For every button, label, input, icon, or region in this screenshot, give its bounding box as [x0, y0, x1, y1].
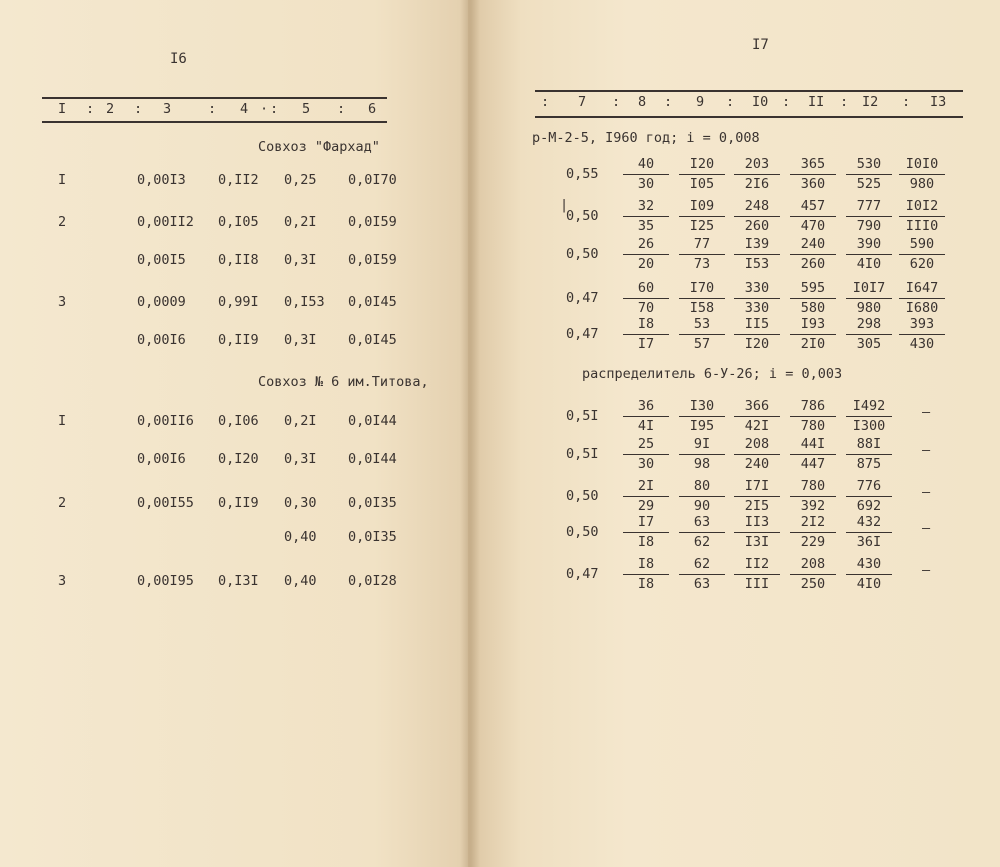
- left-cell-c4: 0,I20: [218, 451, 259, 467]
- fraction-numerator: 240: [790, 238, 836, 255]
- fraction-denominator: 4I0: [856, 575, 882, 592]
- fraction-numerator: I39: [734, 238, 780, 255]
- fraction-numerator: 53: [679, 318, 725, 335]
- fraction-denominator: 29: [637, 497, 655, 514]
- fraction-denominator: 2I6: [744, 175, 770, 192]
- fraction-numerator: I0I7: [846, 282, 892, 299]
- fraction-cell: [732, 558, 782, 591]
- fraction-numerator: 62: [679, 558, 725, 575]
- fraction-numerator: 208: [790, 558, 836, 575]
- fraction-numerator: I647: [899, 282, 945, 299]
- left-header-cell: 4: [240, 101, 249, 117]
- fraction-denominator: 875: [856, 455, 882, 472]
- section-title-farkhad: Совхоз "Фархад": [258, 139, 380, 155]
- fraction-numerator: I30: [679, 400, 725, 417]
- right-header-bottom-rule: [535, 116, 963, 118]
- fraction-denominator: 90: [693, 497, 711, 514]
- fraction-cell: [621, 516, 671, 549]
- fraction-cell: [844, 516, 894, 549]
- left-header-cell: ·: [260, 101, 269, 117]
- fraction-denominator: 36I: [856, 533, 882, 550]
- fraction-cell: [732, 480, 782, 513]
- fraction-denominator: 330: [744, 299, 770, 316]
- fraction-cell: [621, 558, 671, 591]
- fraction-numerator: II5: [734, 318, 780, 335]
- fraction-cell: [844, 438, 894, 471]
- left-cell-c6: 0,0I70: [348, 172, 397, 188]
- fraction-numerator: 595: [790, 282, 836, 299]
- fraction-cell: [844, 318, 894, 351]
- left-cell-c6: 0,0I44: [348, 451, 397, 467]
- right-header-cell: 8: [638, 94, 647, 110]
- fraction-cell: [844, 200, 894, 233]
- right-header-cell: :: [782, 94, 791, 110]
- fraction-cell: [732, 318, 782, 351]
- left-cell-c1: I: [58, 413, 67, 429]
- fraction-cell: [897, 158, 947, 191]
- fraction-numerator: 590: [899, 238, 945, 255]
- section-title-distributor: распределитель 6-У-26; i = 0,003: [582, 366, 843, 382]
- empty-cell-dash: –: [922, 484, 931, 500]
- fraction-numerator: I93: [790, 318, 836, 335]
- fraction-denominator: 790: [856, 217, 882, 234]
- right-header-cell: 7: [578, 94, 587, 110]
- fraction-cell: [677, 200, 727, 233]
- fraction-denominator: 30: [637, 175, 655, 192]
- fraction-cell: [621, 282, 671, 315]
- fraction-numerator: 40: [623, 158, 669, 175]
- left-cell-c6: 0,0I59: [348, 214, 397, 230]
- left-cell-c1: 2: [58, 495, 67, 511]
- left-page: [0, 0, 468, 867]
- fraction-cell: [844, 282, 894, 315]
- fraction-numerator: 432: [846, 516, 892, 533]
- right-header-cell: :: [541, 94, 550, 110]
- right-page-number: I7: [752, 37, 769, 53]
- fraction-cell: [621, 318, 671, 351]
- fraction-cell: [788, 158, 838, 191]
- fraction-numerator: 390: [846, 238, 892, 255]
- left-cell-c3: 0,0009: [137, 294, 186, 310]
- empty-cell-dash: –: [922, 442, 931, 458]
- fraction-denominator: 42I: [744, 417, 770, 434]
- fraction-denominator: 70: [637, 299, 655, 316]
- fraction-cell: [732, 238, 782, 271]
- fraction-numerator: I7: [623, 516, 669, 533]
- fraction-denominator: I25: [689, 217, 715, 234]
- fraction-denominator: I3I: [744, 533, 770, 550]
- left-cell-c4: 0,II9: [218, 332, 259, 348]
- left-header-cell: 6: [368, 101, 377, 117]
- fraction-denominator: 2I5: [744, 497, 770, 514]
- fraction-denominator: I05: [689, 175, 715, 192]
- left-header-cell: 3: [163, 101, 172, 117]
- fraction-numerator: 25: [623, 438, 669, 455]
- left-cell-c6: 0,0I35: [348, 529, 397, 545]
- left-cell-c5: 0,40: [284, 529, 317, 545]
- fraction-cell: [677, 480, 727, 513]
- fraction-numerator: 26: [623, 238, 669, 255]
- fraction-numerator: 248: [734, 200, 780, 217]
- left-cell-c6: 0,0I45: [348, 294, 397, 310]
- fraction-cell: [677, 438, 727, 471]
- left-header-cell: :: [134, 101, 143, 117]
- fraction-cell: [677, 238, 727, 271]
- fraction-cell: [732, 200, 782, 233]
- left-cell-c5: 0,3I: [284, 252, 317, 268]
- left-cell-c3: 0,00I6: [137, 332, 186, 348]
- left-header-cell: :: [208, 101, 217, 117]
- fraction-cell: [621, 158, 671, 191]
- left-cell-c4: 0,I05: [218, 214, 259, 230]
- left-cell-c4: 0,II8: [218, 252, 259, 268]
- left-header-cell: 2: [106, 101, 115, 117]
- left-header-cell: :: [86, 101, 95, 117]
- left-cell-c1: I: [58, 172, 67, 188]
- right-cell-c7: 0,47: [566, 326, 599, 342]
- fraction-cell: [844, 480, 894, 513]
- left-cell-c6: 0,0I44: [348, 413, 397, 429]
- fraction-cell: [788, 438, 838, 471]
- left-header-cell: 5: [302, 101, 311, 117]
- left-header-cell: :: [270, 101, 279, 117]
- left-header-cell: :: [337, 101, 346, 117]
- left-cell-c4: 0,II2: [218, 172, 259, 188]
- right-header-cell: :: [726, 94, 735, 110]
- right-header-cell: 9: [696, 94, 705, 110]
- fraction-cell: [621, 200, 671, 233]
- fraction-numerator: 88I: [846, 438, 892, 455]
- fraction-denominator: 63: [693, 575, 711, 592]
- fraction-numerator: I0I2: [899, 200, 945, 217]
- right-cell-c7: 0,50: [566, 246, 599, 262]
- fraction-cell: [844, 400, 894, 433]
- fraction-cell: [788, 558, 838, 591]
- fraction-cell: [788, 516, 838, 549]
- fraction-numerator: 780: [790, 480, 836, 497]
- fraction-denominator: 447: [800, 455, 826, 472]
- fraction-denominator: 2I0: [800, 335, 826, 352]
- fraction-denominator: 392: [800, 497, 826, 514]
- fraction-numerator: I8: [623, 558, 669, 575]
- fraction-denominator: 620: [909, 255, 935, 272]
- fraction-denominator: 470: [800, 217, 826, 234]
- fraction-denominator: I8: [637, 533, 655, 550]
- fraction-numerator: 2I: [623, 480, 669, 497]
- left-cell-c5: 0,2I: [284, 413, 317, 429]
- left-cell-c3: 0,00I95: [137, 573, 194, 589]
- fraction-denominator: I53: [744, 255, 770, 272]
- fraction-cell: [677, 400, 727, 433]
- right-header-cell: :: [612, 94, 621, 110]
- fraction-cell: [732, 282, 782, 315]
- right-cell-c7: 0,55: [566, 166, 599, 182]
- fraction-numerator: 457: [790, 200, 836, 217]
- fraction-cell: [788, 480, 838, 513]
- left-cell-c4: 0,I3I: [218, 573, 259, 589]
- left-cell-c5: 0,30: [284, 495, 317, 511]
- fraction-denominator: 73: [693, 255, 711, 272]
- fraction-denominator: 62: [693, 533, 711, 550]
- fraction-numerator: 365: [790, 158, 836, 175]
- fraction-cell: [897, 200, 947, 233]
- fraction-denominator: 692: [856, 497, 882, 514]
- book-gutter: [460, 0, 480, 867]
- left-cell-c1: 3: [58, 294, 67, 310]
- fraction-denominator: III0: [905, 217, 939, 234]
- fraction-numerator: I0I0: [899, 158, 945, 175]
- left-page-number: I6: [170, 51, 187, 67]
- fraction-cell: [677, 282, 727, 315]
- left-header-bottom-rule: [42, 121, 387, 123]
- fraction-numerator: I70: [679, 282, 725, 299]
- fraction-denominator: I680: [905, 299, 939, 316]
- fraction-numerator: 330: [734, 282, 780, 299]
- fraction-denominator: 4I0: [856, 255, 882, 272]
- right-header-cell: I3: [930, 94, 947, 110]
- left-cell-c4: 0,99I: [218, 294, 259, 310]
- fraction-numerator: 366: [734, 400, 780, 417]
- fraction-numerator: 32: [623, 200, 669, 217]
- fraction-numerator: I492: [846, 400, 892, 417]
- fraction-cell: [732, 438, 782, 471]
- left-cell-c3: 0,00II2: [137, 214, 194, 230]
- right-header-cell: I2: [862, 94, 879, 110]
- fraction-cell: [677, 516, 727, 549]
- fraction-cell: [844, 238, 894, 271]
- fraction-denominator: 98: [693, 455, 711, 472]
- left-cell-c3: 0,00II6: [137, 413, 194, 429]
- fraction-denominator: 780: [800, 417, 826, 434]
- fraction-denominator: I7: [637, 335, 655, 352]
- fraction-numerator: 430: [846, 558, 892, 575]
- fraction-cell: [788, 200, 838, 233]
- fraction-numerator: 63: [679, 516, 725, 533]
- right-cell-c7: 0,5I: [566, 408, 599, 424]
- left-cell-c4: 0,II9: [218, 495, 259, 511]
- left-cell-c3: 0,00I55: [137, 495, 194, 511]
- left-cell-c3: 0,00I5: [137, 252, 186, 268]
- fraction-denominator: 240: [744, 455, 770, 472]
- fraction-cell: [677, 558, 727, 591]
- fraction-denominator: 30: [637, 455, 655, 472]
- fraction-denominator: 525: [856, 175, 882, 192]
- fraction-denominator: 229: [800, 533, 826, 550]
- left-cell-c6: 0,0I45: [348, 332, 397, 348]
- fraction-numerator: 203: [734, 158, 780, 175]
- left-cell-c6: 0,0I35: [348, 495, 397, 511]
- fraction-numerator: 777: [846, 200, 892, 217]
- fraction-cell: [732, 400, 782, 433]
- fraction-numerator: 530: [846, 158, 892, 175]
- right-header-cell: I0: [752, 94, 769, 110]
- fraction-numerator: 80: [679, 480, 725, 497]
- fraction-cell: [897, 238, 947, 271]
- fraction-denominator: 250: [800, 575, 826, 592]
- fraction-denominator: 260: [800, 255, 826, 272]
- fraction-numerator: 2I2: [790, 516, 836, 533]
- fraction-cell: [897, 318, 947, 351]
- fraction-numerator: I20: [679, 158, 725, 175]
- fraction-denominator: 980: [856, 299, 882, 316]
- left-cell-c4: 0,I06: [218, 413, 259, 429]
- left-cell-c5: 0,3I: [284, 451, 317, 467]
- fraction-denominator: I8: [637, 575, 655, 592]
- fraction-denominator: I58: [689, 299, 715, 316]
- empty-cell-dash: –: [922, 562, 931, 578]
- fraction-denominator: I300: [852, 417, 886, 434]
- left-cell-c5: 0,2I: [284, 214, 317, 230]
- fraction-cell: [621, 238, 671, 271]
- right-header-cell: :: [664, 94, 673, 110]
- fraction-numerator: 77: [679, 238, 725, 255]
- fraction-numerator: 60: [623, 282, 669, 299]
- fraction-cell: [621, 438, 671, 471]
- fraction-numerator: 393: [899, 318, 945, 335]
- fraction-denominator: 4I: [637, 417, 655, 434]
- fraction-numerator: II3: [734, 516, 780, 533]
- left-cell-c5: 0,3I: [284, 332, 317, 348]
- left-cell-c3: 0,00I3: [137, 172, 186, 188]
- fraction-cell: [677, 318, 727, 351]
- left-cell-c3: 0,00I6: [137, 451, 186, 467]
- fraction-denominator: I20: [744, 335, 770, 352]
- right-cell-c7: 0,50: [566, 488, 599, 504]
- right-header-cell: :: [902, 94, 911, 110]
- fraction-cell: [788, 282, 838, 315]
- left-cell-c5: 0,25: [284, 172, 317, 188]
- left-cell-c1: 3: [58, 573, 67, 589]
- fraction-denominator: 57: [693, 335, 711, 352]
- left-cell-c6: 0,0I59: [348, 252, 397, 268]
- fraction-numerator: I7I: [734, 480, 780, 497]
- fraction-denominator: 305: [856, 335, 882, 352]
- fraction-cell: [677, 158, 727, 191]
- fraction-denominator: 980: [909, 175, 935, 192]
- right-cell-c7: 0,50: [566, 524, 599, 540]
- fraction-denominator: 20: [637, 255, 655, 272]
- fraction-numerator: I09: [679, 200, 725, 217]
- fraction-cell: [732, 516, 782, 549]
- fraction-cell: [732, 158, 782, 191]
- fraction-cell: [788, 318, 838, 351]
- fraction-numerator: 9I: [679, 438, 725, 455]
- right-cell-c7: 0,47: [566, 566, 599, 582]
- fraction-numerator: 776: [846, 480, 892, 497]
- fraction-numerator: II2: [734, 558, 780, 575]
- right-cell-c7: 0,47: [566, 290, 599, 306]
- right-cell-c7: 0,5I: [566, 446, 599, 462]
- left-header-cell: I: [58, 101, 67, 117]
- fraction-cell: [844, 158, 894, 191]
- right-cell-c7: 0,50: [566, 208, 599, 224]
- empty-cell-dash: –: [922, 404, 931, 420]
- left-cell-c5: 0,I53: [284, 294, 325, 310]
- right-header-cell: II: [808, 94, 825, 110]
- fraction-numerator: 208: [734, 438, 780, 455]
- left-cell-c5: 0,40: [284, 573, 317, 589]
- fraction-numerator: 786: [790, 400, 836, 417]
- fraction-cell: [621, 480, 671, 513]
- fraction-numerator: I8: [623, 318, 669, 335]
- fraction-denominator: 430: [909, 335, 935, 352]
- left-header-top-rule: [42, 97, 387, 99]
- fraction-denominator: 260: [744, 217, 770, 234]
- section-title-titov: Совхоз № 6 им.Титова,: [258, 374, 429, 390]
- left-cell-c6: 0,0I28: [348, 573, 397, 589]
- fraction-cell: [844, 558, 894, 591]
- fraction-cell: [621, 400, 671, 433]
- fraction-denominator: I95: [689, 417, 715, 434]
- section-title-r-m-2-5: р-М-2-5, I960 год; i = 0,008: [532, 130, 760, 146]
- fraction-cell: [897, 282, 947, 315]
- left-cell-c1: 2: [58, 214, 67, 230]
- fraction-denominator: III: [744, 575, 770, 592]
- right-header-cell: :: [840, 94, 849, 110]
- right-header-top-rule: [535, 90, 963, 92]
- fraction-numerator: 298: [846, 318, 892, 335]
- fraction-denominator: 360: [800, 175, 826, 192]
- fraction-denominator: 580: [800, 299, 826, 316]
- empty-cell-dash: –: [922, 520, 931, 536]
- fraction-numerator: 44I: [790, 438, 836, 455]
- margin-mark: |: [560, 197, 569, 213]
- fraction-cell: [788, 238, 838, 271]
- fraction-numerator: 36: [623, 400, 669, 417]
- fraction-denominator: 35: [637, 217, 655, 234]
- fraction-cell: [788, 400, 838, 433]
